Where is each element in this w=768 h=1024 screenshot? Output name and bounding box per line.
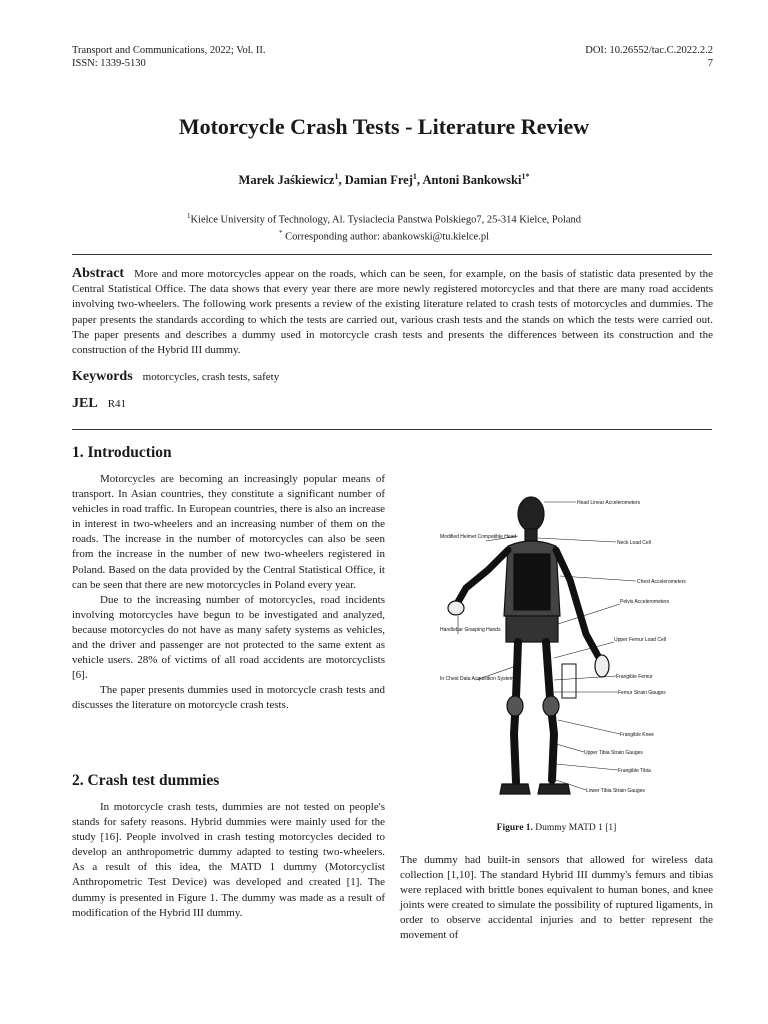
- issn: ISSN: 1339-5130: [72, 58, 146, 69]
- dummy-left-hand: [448, 601, 464, 615]
- introduction-body: [72, 472, 385, 714]
- dummy-right-knee: [543, 696, 559, 716]
- paragraph: In motorcycle crash tests, dummies are not tested on people's stands for safety reasons. Hybrid dummies were mainly used for the study [16]. People involved in crash testing motorcycles decided to develop an anthropometric dummy adapted to testing two-wheelers. As a result of this idea, the MATD 1 dummy (Motorcyclist Anthropometric Test Device) was developed and created [1]. The dummy is presented in Figure 1. The dummy was made as a result of modification of the Hybrid III dummy.: [72, 801, 385, 919]
- section-heading-dummies: 2. Crash test dummies: [72, 772, 220, 789]
- figure-caption-label: Figure 1.: [496, 823, 533, 833]
- paragraph: Due to the increasing number of motorcycles, road incidents involving motorcycles have begun to be investigated and analyzed, because motorcycles do not have as many safety systems as vehicles, and the driver and passenger are not protected to the same extent as vehicle users. 28% of victims of all road accidents are motorcyclists [6].: [72, 593, 385, 682]
- jel-text: R41: [107, 398, 127, 410]
- page-number: 7: [707, 58, 713, 69]
- figure-label: Neck Load Cell: [617, 540, 651, 546]
- top-divider: [72, 254, 712, 255]
- keywords: [72, 369, 279, 385]
- author-name: Marek Jaśkiewicz: [238, 173, 335, 188]
- journal-header: [72, 44, 265, 70]
- figure-label: Frangible Femur: [616, 674, 653, 680]
- figure-label: Frangible Tibia: [618, 768, 651, 774]
- dummy-head: [518, 497, 544, 531]
- right-column-body: [400, 853, 713, 944]
- author-name: Antoni Bankowski: [422, 173, 522, 188]
- author-affil-mark: 1*: [521, 172, 530, 181]
- figure-label: Lower Tibia Strain Gauges: [586, 788, 645, 794]
- author-separator: ,: [416, 173, 423, 188]
- jel-label: JEL: [72, 396, 98, 411]
- dummy-right-hand: [595, 655, 609, 677]
- author-separator: ,: [338, 173, 345, 188]
- figure-label: Chest Accelerometers: [637, 579, 686, 585]
- figure-caption-text: Dummy MATD 1 [1]: [532, 823, 617, 833]
- dummy-right-foot: [538, 784, 570, 794]
- author-affil-mark: 1: [334, 172, 339, 181]
- author-list: [0, 172, 768, 188]
- figure-label: In Chest Data Acquisition System: [440, 676, 514, 682]
- corresponding-mark: *: [278, 228, 283, 237]
- author-affil-mark: 1: [412, 172, 417, 181]
- affiliation-text: Kielce University of Technology, Al. Tysiaclecia Panstwa Polskiego7, 25-314 Kielce, Poland: [190, 214, 582, 226]
- paper-title: Motorcycle Crash Tests - Literature Review: [178, 114, 590, 139]
- section-heading-introduction: 1. Introduction: [72, 444, 172, 461]
- author-name: Damian Frej: [344, 173, 413, 188]
- affil-mark: 1: [186, 212, 191, 220]
- dummy-chest-frame: [514, 554, 550, 610]
- jel-codes: [72, 396, 126, 412]
- dummy-femur-cylinder: [562, 664, 576, 698]
- paragraph: Motorcycles are becoming an increasingly popular means of transport. In Asian countries, they constitute a significant number of vehicles in road traffic. In European countries, there is also an increase in interest in two-wheelers and an increasing number of them on the roads. The increase in the number of motorcycles can also be seen from the increase in the number of new two-wheelers registered in Poland. Based on the data provided by the Central Statistical Office, it can be seen that there are new motorcycles in Poland every year.: [72, 473, 385, 591]
- abstract: [72, 266, 713, 358]
- dummy-pelvis: [506, 616, 558, 642]
- doi: DOI: 10.26552/tac.C.2022.2.2: [585, 45, 713, 56]
- corresponding-author: Corresponding author: abankowski@tu.kielce.pl: [282, 231, 489, 242]
- affiliation: [0, 210, 768, 243]
- keywords-label: Keywords: [72, 369, 133, 384]
- abstract-label: Abstract: [72, 266, 125, 281]
- figure-label: Handlebar Grasping Hands: [440, 627, 501, 633]
- dummies-body: [72, 800, 385, 921]
- figure-label: Upper Tibia Strain Gauges: [584, 750, 643, 756]
- figure-label: Upper Femur Load Cell: [614, 637, 666, 643]
- figure-caption: [400, 823, 713, 833]
- dummy-left-knee: [507, 696, 523, 716]
- figure-label: Femur Strain Gauges: [618, 690, 666, 696]
- figure-label: Frangible Knee: [620, 732, 654, 738]
- abstract-divider: [72, 429, 712, 430]
- dummy-neck: [525, 529, 537, 541]
- doi-header: [585, 44, 713, 70]
- figure-label: Modified Helmet Compatible Head: [440, 534, 517, 540]
- figure-label: Pelvis Accelerometers: [620, 599, 670, 605]
- journal-name: Transport and Communications, 2022; Vol. II.: [72, 45, 266, 56]
- figure-label: Head Linear Accelerometers: [577, 500, 641, 506]
- abstract-text: More and more motorcycles appear on the roads, which can be seen, for example, on the basis of statistic data presented by the Central Statistical Office. The data shows that every year there are more newly registered motorcycles and that there are many road accidents involving two-wheelers. The following work presents a review of the existing literature related to crash tests of motorcycles and dummies. The paper presents the standards according to which the tests are carried out, various crash tests and the stands on which the tests were carried out. The paper presents and describes a dummy used in motorcycle crash tests and presents the differences between its construction and the construction of the Hybrid III dummy.: [72, 268, 713, 357]
- paragraph: The dummy had built-in sensors that allowed for wireless data collection [1,10]. The standard Hybrid III dummy's femurs and tibias were replaced with brittle bones equivalent to human bones, and knee joints were created to simulate the possibility of ruptured ligaments, in order to observe accidental injuries and to better represent the movement of: [400, 854, 713, 942]
- dummy-left-foot: [500, 784, 530, 794]
- figure-matd1-dummy: [436, 484, 686, 806]
- paragraph: The paper presents dummies used in motorcycle crash tests and discusses the literature on motorcycle crash tests.: [72, 684, 385, 712]
- keywords-text: motorcycles, crash tests, safety: [142, 371, 280, 383]
